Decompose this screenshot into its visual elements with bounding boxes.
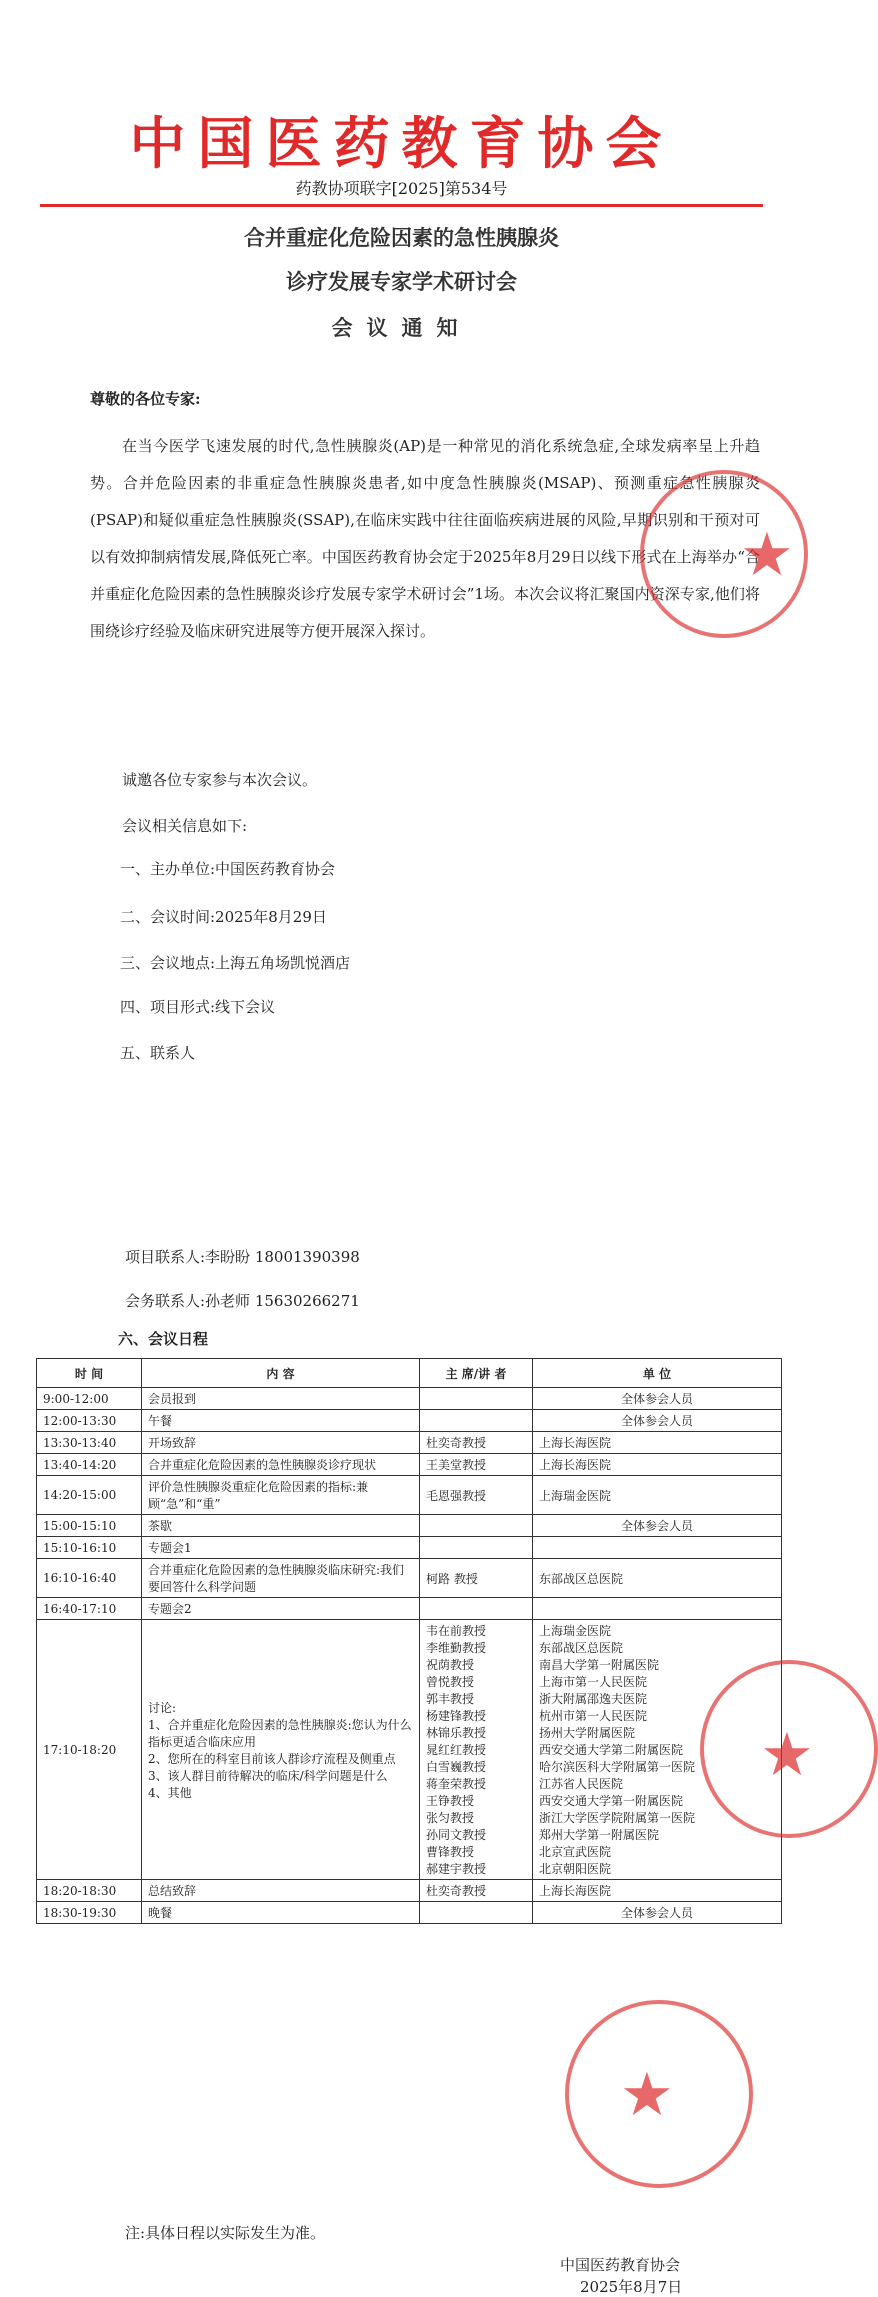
invitation-paragraph: 诚邀各位专家参与本次会议。 — [122, 771, 318, 789]
table-row — [37, 1598, 782, 1620]
row-host: 韦在前教授 李维勤教授 祝荫教授 曾悦教授 郭丰教授 杨建锋教授 林锦乐教授 晁红红教授 白雪巍教授 蒋奎荣教授 王铮教授 张匀教授 孙同文教授 曹锋教授 郝建宇教授 — [420, 1620, 533, 1880]
table-row — [37, 1537, 782, 1559]
row-unit: 上海瑞金医院 东部战区总医院 南昌大学第一附属医院 上海市第一人民医院 浙大附属邵逸夫医院 杭州市第一人民医院 扬州大学附属医院 西安交通大学第二附属医院 哈尔滨医科大学附属第一医院 江苏省人民医院 西安交通大学第一附属医院 浙江大学医学院附属第一医院 郑州大学第一附属医院 北京宣武医院 北京朝阳医院 — [533, 1620, 782, 1880]
info-item-format: 四、项目形式:线下会议 — [120, 998, 276, 1016]
row-host: 杜奕奇教授 — [420, 1432, 533, 1454]
row-unit: 全体参会人员 — [533, 1515, 782, 1537]
header-host: 主 席/讲 者 — [420, 1359, 533, 1388]
row-time: 16:10-16:40 — [37, 1559, 142, 1598]
table-row — [37, 1902, 782, 1924]
row-content: 会员报到 — [142, 1388, 420, 1410]
row-content: 评价急性胰腺炎重症化危险因素的指标:兼顾“急”和“重” — [142, 1476, 420, 1515]
row-content: 专题会2 — [142, 1598, 420, 1620]
row-unit: 全体参会人员 — [533, 1902, 782, 1924]
table-row — [37, 1476, 782, 1515]
row-time: 17:10-18:20 — [37, 1620, 142, 1880]
row-content: 午餐 — [142, 1410, 420, 1432]
row-host: 柯路 教授 — [420, 1559, 533, 1598]
signature-date: 2025年8月7日 — [580, 2278, 683, 2296]
row-unit — [533, 1537, 782, 1559]
row-content: 合并重症化危险因素的急性胰腺炎诊疗现状 — [142, 1454, 420, 1476]
table-row — [37, 1410, 782, 1432]
row-time: 9:00-12:00 — [37, 1388, 142, 1410]
header-divider — [40, 204, 763, 207]
row-unit: 东部战区总医院 — [533, 1559, 782, 1598]
row-content: 茶歇 — [142, 1515, 420, 1537]
row-host — [420, 1598, 533, 1620]
row-content: 合并重症化危险因素的急性胰腺炎临床研究:我们要回答什么科学问题 — [142, 1559, 420, 1598]
project-contact: 项目联系人:李盼盼 18001390398 — [125, 1248, 360, 1266]
row-content: 总结致辞 — [142, 1880, 420, 1902]
row-time: 15:00-15:10 — [37, 1515, 142, 1537]
table-row — [37, 1620, 782, 1880]
info-item-location: 三、会议地点:上海五角场凯悦酒店 — [120, 954, 351, 972]
schedule-heading: 六、会议日程 — [118, 1330, 209, 1348]
info-item-organizer: 一、主办单位:中国医药教育协会 — [120, 860, 336, 878]
row-host: 毛恩强教授 — [420, 1476, 533, 1515]
row-time: 14:20-15:00 — [37, 1476, 142, 1515]
row-content: 专题会1 — [142, 1537, 420, 1559]
row-host — [420, 1515, 533, 1537]
title-line-2: 诊疗发展专家学术研讨会 — [286, 269, 517, 294]
row-time: 13:30-13:40 — [37, 1432, 142, 1454]
intro-paragraph: 在当今医学飞速发展的时代,急性胰腺炎(AP)是一种常见的消化系统急症,全球发病率呈上升趋势。合并危险因素的非重症急性胰腺炎患者,如中度急性胰腺炎(MSAP)、预测重症急性胰腺炎(PSAP)和疑似重症急性胰腺炎(SSAP),在临床实践中往往面临疾病进展的风险,早期识别和干预对可以有效抑制病情发展,降低死亡率。中国医药教育协会定于2025年8月29日以线下形式在上海举办“合并重症化危险因素的急性胰腺炎诊疗发展专家学术研讨会”1场。本次会议将汇聚国内资深专家,他们将围绕诊疗经验及临床研究进展等方便开展深入探讨。 — [90, 437, 760, 640]
row-content: 讨论: 1、合并重症化危险因素的急性胰腺炎:您认为什么指标更适合临床应用 2、您所在的科室目前该人群诊疗流程及侧重点 3、该人群目前待解决的临床/科学问题是什么 4、其他 — [142, 1620, 420, 1880]
row-unit: 全体参会人员 — [533, 1388, 782, 1410]
row-host — [420, 1902, 533, 1924]
row-content: 开场致辞 — [142, 1432, 420, 1454]
row-unit: 上海长海医院 — [533, 1432, 782, 1454]
row-host: 王美堂教授 — [420, 1454, 533, 1476]
row-unit: 上海长海医院 — [533, 1454, 782, 1476]
row-unit: 上海瑞金医院 — [533, 1476, 782, 1515]
row-host — [420, 1388, 533, 1410]
row-unit: 上海长海医院 — [533, 1880, 782, 1902]
document-number: 药教协项联字[2025]第534号 — [295, 179, 508, 198]
table-row — [37, 1454, 782, 1476]
row-unit: 全体参会人员 — [533, 1410, 782, 1432]
row-time: 15:10-16:10 — [37, 1537, 142, 1559]
row-host — [420, 1537, 533, 1559]
title-line-3: 会议通知 — [331, 315, 472, 340]
title-line-1: 合并重症化危险因素的急性胰腺炎 — [244, 225, 559, 250]
header-content: 内 容 — [142, 1359, 420, 1388]
seal-star-icon: ★ — [620, 2060, 674, 2130]
signer: 中国医药教育协会 — [560, 2256, 681, 2274]
seal-star-icon: ★ — [740, 520, 794, 590]
row-host: 杜奕奇教授 — [420, 1880, 533, 1902]
schedule-table — [36, 1358, 782, 1924]
info-item-time: 二、会议时间:2025年8月29日 — [120, 908, 327, 926]
row-unit — [533, 1598, 782, 1620]
row-time: 13:40-14:20 — [37, 1454, 142, 1476]
seal-star-icon: ★ — [760, 1720, 814, 1790]
row-host — [420, 1410, 533, 1432]
row-content: 晚餐 — [142, 1902, 420, 1924]
row-time: 18:30-19:30 — [37, 1902, 142, 1924]
info-item-contacts: 五、联系人 — [120, 1044, 196, 1062]
header-time: 时 间 — [37, 1359, 142, 1388]
table-row — [37, 1515, 782, 1537]
salutation: 尊敬的各位专家: — [90, 390, 201, 408]
header-unit: 单 位 — [533, 1359, 782, 1388]
row-time: 18:20-18:30 — [37, 1880, 142, 1902]
schedule-note: 注:具体日程以实际发生为准。 — [125, 2224, 326, 2242]
schedule-header-row — [37, 1359, 782, 1388]
conference-contact: 会务联系人:孙老师 15630266271 — [125, 1292, 360, 1310]
org-title: 中国医药教育协会 — [129, 112, 674, 177]
info-intro: 会议相关信息如下: — [122, 817, 248, 835]
table-row — [37, 1880, 782, 1902]
table-row — [37, 1388, 782, 1410]
row-time: 16:40-17:10 — [37, 1598, 142, 1620]
table-row — [37, 1559, 782, 1598]
table-row — [37, 1432, 782, 1454]
row-time: 12:00-13:30 — [37, 1410, 142, 1432]
